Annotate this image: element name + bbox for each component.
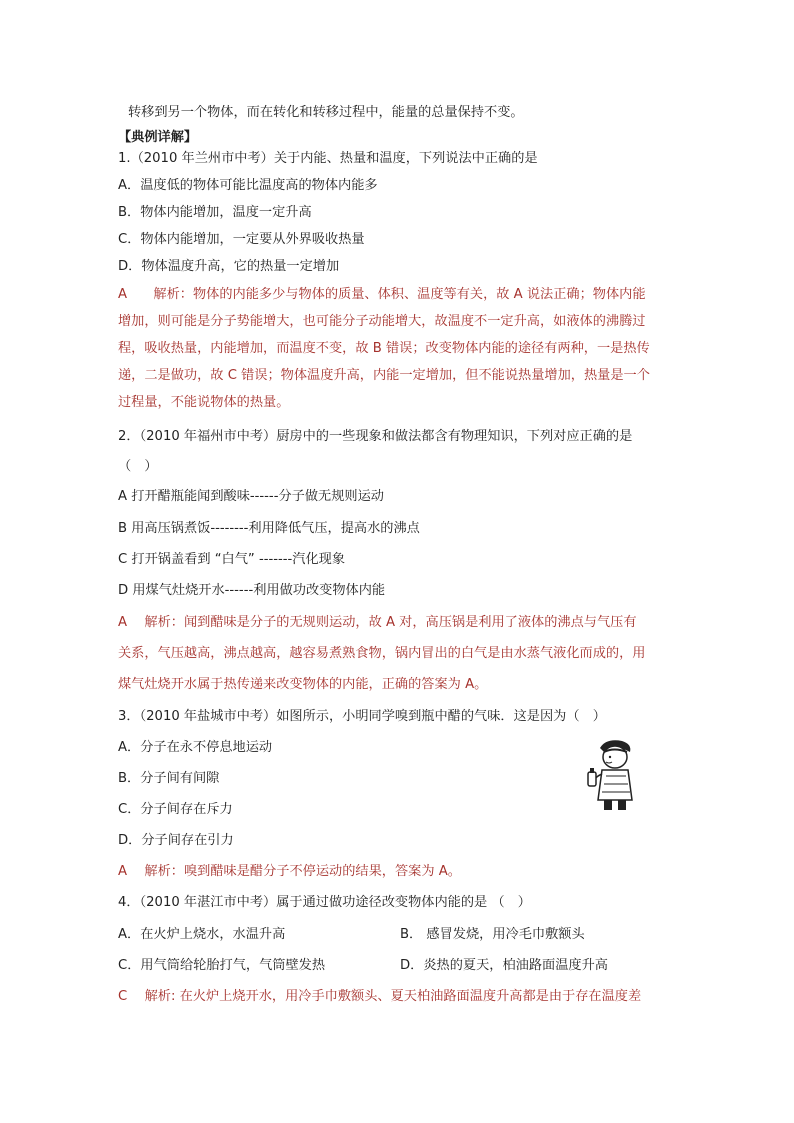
q1-answer-line: 程，吸收热量，内能增加，而温度不变，故 B 错误；改变物体内能的途径有两种，一是热传 — [118, 341, 650, 356]
q2-option-b: B 用高压锅煮饭--------利用降低气压，提高水的沸点 — [118, 521, 420, 536]
q1-answer-line: 递，二是做功，故 C 错误；物体温度升高，内能一定增加，但不能说热量增加，热量是一个 — [118, 368, 650, 383]
q1-option-a: A．温度低的物体可能比温度高的物体内能多 — [118, 178, 378, 193]
section-title: 【典例详解】 — [118, 130, 198, 145]
q1-answer-line: 过程量，不能说物体的热量。 — [118, 395, 290, 410]
q2-option-c: C 打开锅盖看到 “白气” -------汽化现象 — [118, 552, 346, 567]
boy-smelling-bottle-illustration — [584, 738, 646, 812]
q2-stem: 2．（2010 年福州市中考）厨房中的一些现象和做法都含有物理知识，下列对应正确的是 — [118, 429, 633, 444]
q1-answer-line: 增加，则可能是分子势能增大，也可能分子动能增大，故温度不一定升高，如液体的沸腾过 — [118, 314, 646, 329]
q4-options-row — [118, 926, 678, 944]
q3-option-d: D．分子间存在引力 — [118, 833, 234, 848]
q3-option-c: C．分子间存在斥力 — [118, 802, 233, 817]
q2-option-a: A 打开醋瓶能闻到酸味------分子做无规则运动 — [118, 489, 384, 504]
q1-option-b: B．物体内能增加，温度一定升高 — [118, 205, 312, 220]
q2-answer-line: 关系，气压越高，沸点越高，越容易煮熟食物，锅内冒出的白气是由水蒸气液化而成的，用 — [118, 646, 646, 661]
q2-answer-line: A 解析：闻到醋味是分子的无规则运动，故 A 对，高压锅是利用了液体的沸点与气压有 — [118, 615, 637, 630]
q4-option-c: C．用气筒给轮胎打气，气筒壁发热 — [118, 958, 326, 973]
q4-option-d: D．炎热的夏天，柏油路面温度升高 — [400, 958, 608, 973]
q3-stem: 3．（2010 年盐城市中考）如图所示，小明同学嗅到瓶中醋的气味．这是因为（ ） — [118, 709, 606, 724]
q2-stem-blank: （ ） — [118, 459, 158, 474]
q4-option-a: A．在火炉上烧水，水温升高 — [118, 927, 286, 942]
q2-option-d: D 用煤气灶烧开水------利用做功改变物体内能 — [118, 583, 386, 598]
q4-options-row — [118, 957, 678, 975]
q3-option-b: B．分子间有间隙 — [118, 771, 220, 786]
q1-stem: 1.（2010 年兰州市中考）关于内能、热量和温度，下列说法中正确的是 — [118, 151, 538, 166]
q3-answer: A 解析：嗅到醋味是醋分子不停运动的结果，答案为 A。 — [118, 864, 461, 879]
intro-line: 转移到另一个物体，而在转化和转移过程中，能量的总量保持不变。 — [128, 105, 524, 120]
q1-option-d: D．物体温度升高，它的热量一定增加 — [118, 259, 340, 274]
q4-option-b: B． 感冒发烧，用冷毛巾敷额头 — [400, 927, 585, 942]
q1-option-c: C．物体内能增加，一定要从外界吸收热量 — [118, 232, 365, 247]
q4-stem: 4．（2010 年湛江市中考）属于通过做功途径改变物体内能的是 （ ） — [118, 895, 531, 910]
q4-answer: C 解析: 在火炉上烧开水，用冷手巾敷额头、夏天柏油路面温度升高都是由于存在温度差 — [118, 989, 642, 1004]
q1-answer-line: A 解析：物体的内能多少与物体的质量、体积、温度等有关，故 A 说法正确；物体内能 — [118, 287, 646, 302]
q2-answer-line: 煤气灶烧开水属于热传递来改变物体的内能，正确的答案为 A。 — [118, 677, 488, 692]
q3-option-a: A．分子在永不停息地运动 — [118, 740, 273, 755]
